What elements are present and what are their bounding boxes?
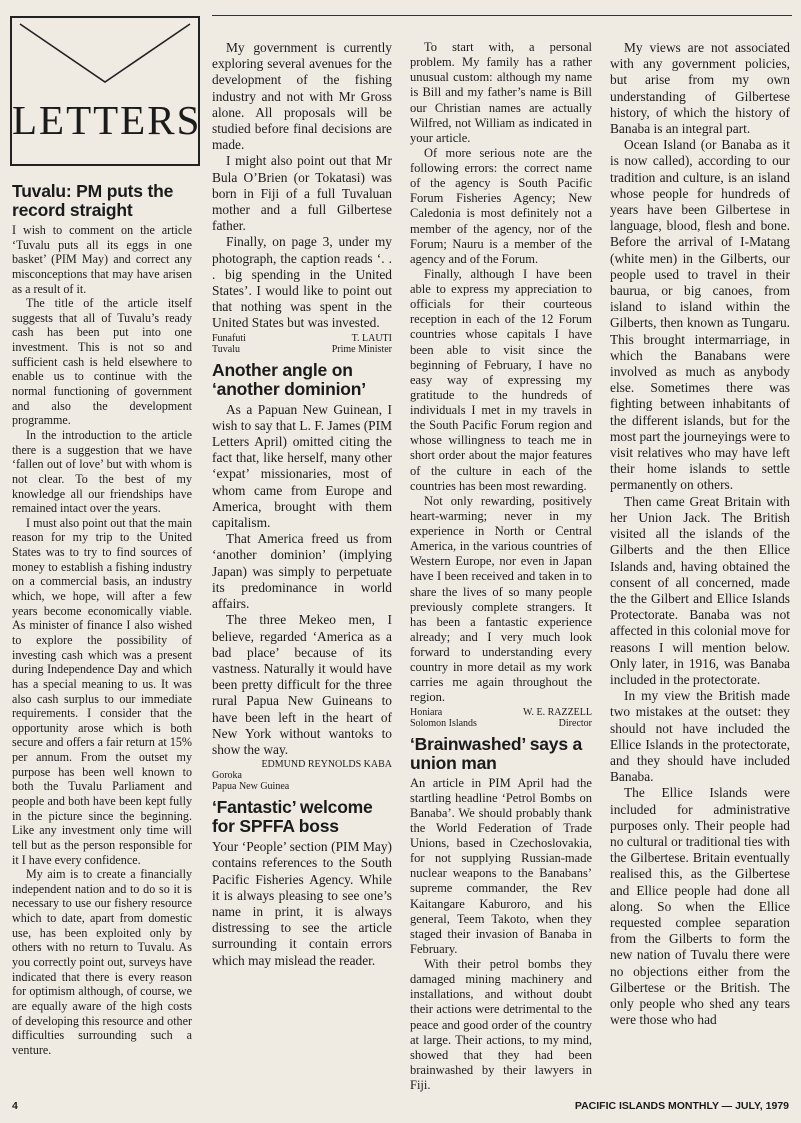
paragraph: With their petrol bombs they damaged mining machinery and installations, and without doubt their actions were detrimental to the peace and good order of the country at large. Their actions, to my mind, showed that they had been brainwashed by their lawyers in Fiji. (410, 957, 592, 1092)
column-4 (610, 40, 790, 1028)
paragraph: In the introduction to the article there is a suggestion that we have ‘fallen out of love’ but with whom is not clear. To the best of my knowledge all our friendships have remained intact over the years. (12, 427, 192, 516)
paragraph: That America freed us from ‘another dominion’ (implying Japan) was simply to perpetuate its predominance in world affairs. (212, 531, 392, 612)
publication-line: PACIFIC ISLANDS MONTHLY — JULY, 1979 (574, 1100, 789, 1112)
paragraph: I wish to comment on the article ‘Tuvalu puts all its eggs in one basket’ (PIM May) and correct any misconceptions that may have arisen as a result of it. (12, 223, 192, 296)
top-rule (212, 15, 792, 16)
signature-title: Director (558, 717, 592, 729)
column-3 (410, 40, 592, 1093)
signature-country: Papua New Guinea (212, 781, 290, 793)
paragraph: In my view the British made two mistakes at the outset: they should not have included the Ellice Islands in the protectorate, and they should have included Banaba. (610, 688, 790, 785)
column-1 (12, 182, 192, 1058)
page-number: 4 (12, 1100, 18, 1112)
paragraph: Of more serious note are the following errors: the correct name of the agency is South Pacific Forum Fisheries Agency; New Caledonia is most definitely not a member of the agency, nor of the Forum; Nauru is a member of the agency and of the Forum. (410, 145, 592, 266)
headline: Another angle on ‘another dominion’ (212, 359, 366, 399)
signature-place: Honiara (410, 706, 443, 718)
paragraph: I must also point out that the main reason for my trip to the United States was to try to find sources of money to establish a fishing industry on a commercial basis, an industry which, we hope, will after a few years become economically viable. As minister of finance I also wished to explore the possibility of investing cash which was a present during Independence Day and which has a special meaning to us. It was also cash surplus to our immediate requirements. I consider that the opportunity arose which is both secure and offers a fair return at 15% per annum. From the outset my purpose has been well known to both the Tuvalu Parliament and people and both have been kept fully in the picture since the beginning. Like any investment only time will tell but as the person responsible for it I have every confidence. (12, 515, 192, 867)
paragraph: I might also point out that Mr Bula O’Brien (or Tokatasi) was born in Fiji of a full Tuvaluan mother and a full Gilbertese father. (212, 153, 392, 234)
paragraph: As a Papuan New Guinean, I wish to say that L. F. James (PIM Letters April) omitted citing the fact that, like herself, many other ‘expat’ missionaries, most of whom came from Europe and America, brought with them capitalism. (212, 401, 392, 531)
signature (212, 333, 392, 355)
paragraph: Then came Great Britain with her Union Jack. The British visited all the islands of the Gilberts and the then Ellice Islands and, having obtained the consent of all concerned, made the the Gilbert and Ellice Islands Protectorate. Banaba was not affected in this colonial move for reasons I will mention below. Only later, in 1916, was Banaba included in the protectorate. (610, 493, 790, 687)
signature-name: T. LAUTI (351, 332, 392, 344)
paragraph: Not only rewarding, positively heart-warming; never in my experience in North or Central America, in the various countries of Western Europe, nor even in Japan have I been received and taken in to share the lives of so many people previously complete strangers. It has been a fantastic experience already; and I very much look forward to understanding every country in more detail as my work carries me again throughout the region. (410, 493, 592, 705)
paragraph: The three Mekeo men, I believe, regarded ‘America as a bad place’ because of its vastness. Naturally it would have been pretty difficult for the three rural Papua New Guineans to have been left in the heart of New York without wantoks to show the way. (212, 612, 392, 757)
paragraph: My government is currently exploring several avenues for the development of the fishing industry and not with Mr Gross alone. All proposals will be studied before final decisions are made. (212, 40, 392, 153)
signature-country: Solomon Islands (410, 717, 477, 729)
paragraph: My aim is to create a financially independent nation and to do so it is necessary to use our fishery resource which to date, apart from domestic use, has been exploited only by others with no return to Tuvalu. As you correctly point out, surveys have indicated that there is every reason for optimism although, of course, we are equally aware of the high costs of developing this resource and other difficulties surrounding such a venture. (12, 867, 192, 1057)
headline: Tuvalu: PM puts the record straight (12, 181, 174, 220)
signature-title: Prime Minister (331, 343, 392, 355)
signature-country: Tuvalu (212, 343, 240, 355)
signature (410, 707, 592, 729)
paragraph: An article in PIM April had the startling headline ‘Petrol Bombs on Banaba’. We should probably thank the World Federation of Trade Unions, based in Czechoslovakia, for not supplying Russian-made nuclear weapons to the Banabans’ supreme commander, the Rev Kaitangare Kaburoro, and his general, Teem Takoto, when they staged their invasion of Banaba in February. (410, 775, 592, 956)
paragraph: Finally, although I have been able to express my appreciation to officials for their courteous reception in each of the 12 Forum countries whose capitals I have been able to visit since the beginning of February, I have no easy way of expressing my gratitude to the hundreds of individuals I met in my travels in the South Pacific Forum region and whose willingness to teach me in short order about the major features of the culture in each of the countries has been most rewarding. (410, 266, 592, 493)
signature-place: Goroka (212, 770, 242, 782)
paragraph: My views are not associated with any government policies, but arise from my own understanding of Gilbertese history, of which the history of Banaba is an integral part. (610, 40, 790, 137)
paragraph: Ocean Island (or Banaba as it is now called), according to our tradition and culture, is an island whose people for hundreds of years have been Gilbertese in language, blood, flesh and bone. Before the arrival of I-Matang (white men) in the Gilberts, our people used to travel in their baurua, or big canoes, from island to island within the Gilberts, then known as Tungaru. This brought intermarriage, in which the Banabans were involved as much as anybody else. Sometimes there was fighting between inhabitants of the different islands, but for the most part the journeyings were to visit relatives who may have left their home islands to settle permanently on others. (610, 137, 790, 493)
paragraph: The Ellice Islands were included for administrative purposes only. Their people had no cultural or traditional ties with the Gilbertese. Britain eventually realised this, as the Gilbertese and Ellice people had done all along. So when the Ellice requested complee separation from the Gilberts to form the new nation of Tuvalu there were no objections either from the Gilbertese or the British. The only people who shed any tears were those who had (610, 785, 790, 1028)
letters-envelope-logo (10, 16, 200, 166)
signature-place: Funafuti (212, 332, 246, 344)
signature-name: EDMUND REYNOLDS KABA (261, 759, 392, 771)
paragraph: Your ‘People’ section (PIM May) contains references to the South Pacific Fisheries Agency. While it is always pleasing to see one’s name in print, it is always distressing to see the article surrounding it contain errors which may mislead the reader. (212, 839, 392, 968)
paragraph: The title of the article itself suggests that all of Tuvalu’s ready cash has been put into one investment. This is not so and sufficient cash is held elsewhere to enable us to continue with the normal functioning of government and also the development programme. (12, 296, 192, 428)
signature-name: W. E. RAZZELL (522, 706, 592, 718)
headline: ‘Fantastic’ welcome for SPFFA boss (212, 797, 373, 837)
column-2 (212, 40, 392, 969)
signature (212, 759, 392, 792)
paragraph: Finally, on page 3, under my photograph, the caption reads ‘. . . big spending in the United States’. I would like to point out that nothing was spent in the United States but was invested. (212, 234, 392, 331)
section-title: LETTERS (12, 97, 202, 143)
page-footer (12, 1100, 789, 1112)
paragraph: To start with, a personal problem. My family has a rather unusual custom: although my name is Bill and my father’s name is Bill our Christian names are actually Wilfred, not William as indicated in your article. (410, 40, 592, 145)
headline: ‘Brainwashed’ says a union man (410, 733, 583, 773)
